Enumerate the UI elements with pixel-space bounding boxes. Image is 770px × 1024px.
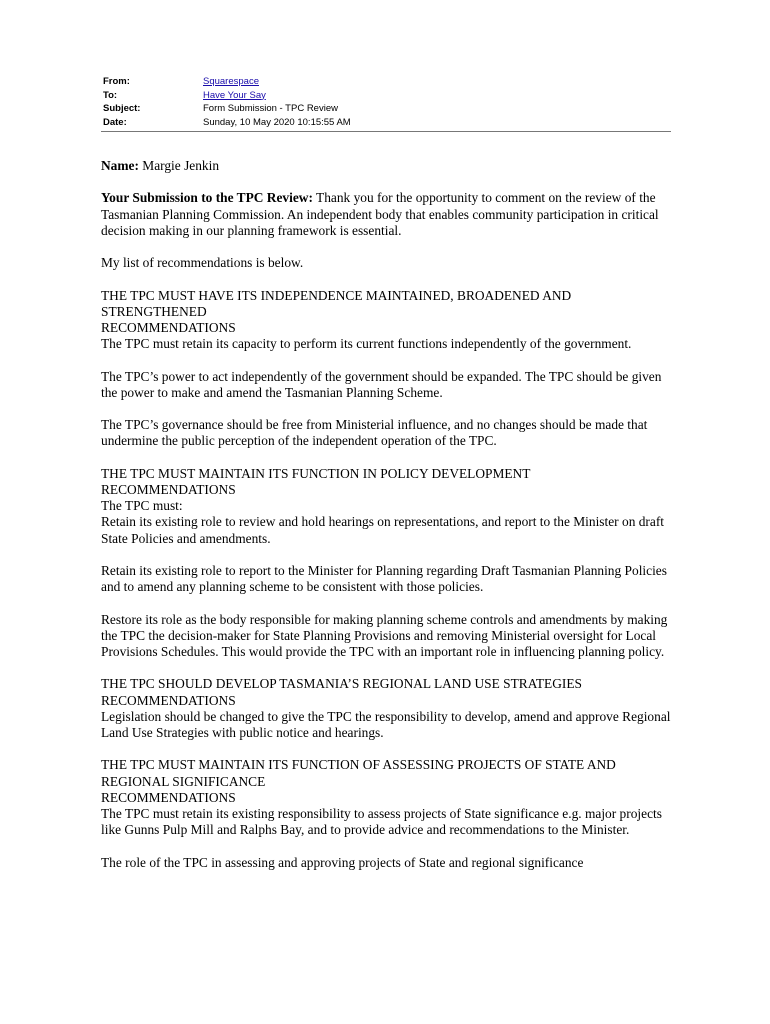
section-heading: THE TPC MUST HAVE ITS INDEPENDENCE MAINTAINED, BROADENED AND STRENGTHENED xyxy=(101,287,572,319)
subject-label: Subject: xyxy=(103,103,141,114)
section-heading: THE TPC MUST MAINTAIN ITS FUNCTION OF ASSESSING PROJECTS OF STATE AND REGIONAL SIGNIFICANCE xyxy=(101,757,616,789)
section-regional-strategies xyxy=(101,676,671,741)
paragraph: Legislation should be changed to give the TPC the responsibility to develop, amend and approve Regional Land Use Strategies with public notice and hearings. xyxy=(101,708,671,740)
paragraph: The TPC’s power to act independently of the government should be expanded. The TPC should be given the power to make and amend the Tasmanian Planning Scheme. xyxy=(101,368,662,400)
email-body xyxy=(101,158,671,887)
section-heading: THE TPC SHOULD DEVELOP TASMANIA’S REGIONAL LAND USE STRATEGIES xyxy=(101,676,582,692)
to-row xyxy=(103,89,351,103)
paragraph: The TPC must retain its capacity to perform its current functions independently of the government. xyxy=(101,336,632,352)
from-link[interactable]: Squarespace xyxy=(203,76,259,87)
recommendations-label: RECOMMENDATIONS xyxy=(101,319,236,335)
to-link[interactable]: Have Your Say xyxy=(203,89,266,101)
submission-label: Your Submission to the TPC Review: xyxy=(101,190,313,206)
to-label: To: xyxy=(103,89,118,101)
paragraph: Retain its existing role to review and hold hearings on representations, and report to the Minister on draft State Policies and amendments. xyxy=(101,514,665,546)
section-heading: THE TPC MUST MAINTAIN ITS FUNCTION IN POLICY DEVELOPMENT xyxy=(101,465,531,481)
paragraph: Retain its existing role to report to the Minister for Planning regarding Draft Tasmanian Planning Policies and to amend any planning scheme to be consistent with those policies. xyxy=(101,562,667,595)
paragraph: The role of the TPC in assessing and approving projects of State and regional significance xyxy=(101,854,584,870)
paragraph: The TPC’s governance should be free from Ministerial influence, and no changes should be made that undermine the public perception of the independent operation of the TPC. xyxy=(101,417,648,449)
email-header xyxy=(103,75,351,129)
submission-intro xyxy=(101,190,671,239)
recommendations-label: RECOMMENDATIONS xyxy=(101,789,236,805)
section-independence xyxy=(101,288,671,450)
recommendations-label: RECOMMENDATIONS xyxy=(101,692,236,708)
name-line xyxy=(101,158,671,174)
subject-row xyxy=(103,102,351,116)
subject-value: Form Submission - TPC Review xyxy=(203,103,338,114)
header-divider xyxy=(101,131,671,132)
paragraph: The TPC must retain its existing responsibility to assess projects of State significance e.g. major projects like Gunns Pulp Mill and Ralphs Bay, and to provide advice and recommendations to the Minister. xyxy=(101,805,662,838)
date-label: Date: xyxy=(103,116,127,128)
name-label: Name: xyxy=(101,158,139,173)
recommendations-label: RECOMMENDATIONS xyxy=(101,481,236,497)
date-row xyxy=(103,116,351,130)
name-value: Margie Jenkin xyxy=(142,158,220,173)
list-intro: My list of recommendations is below. xyxy=(101,255,304,271)
lead-text: The TPC must: xyxy=(101,498,183,514)
from-row xyxy=(103,75,351,89)
from-label: From: xyxy=(103,76,130,87)
section-projects-significance xyxy=(101,757,671,870)
date-value: Sunday, 10 May 2020 10:15:55 AM xyxy=(203,116,351,128)
section-policy-development xyxy=(101,466,671,660)
paragraph: Restore its role as the body responsible for making planning scheme controls and amendments by making the TPC the decision-maker for State Planning Provisions and removing Ministerial oversight for Local Provisions Schedules. This would provide the TPC with an important role in influencing planning policy. xyxy=(101,611,668,659)
submission-intro-text: Thank you for the opportunity to comment on the review of the Tasmanian Planning Commission. An independent body that enables community participation in critical decision making in our planning framework is essential. xyxy=(101,190,659,238)
